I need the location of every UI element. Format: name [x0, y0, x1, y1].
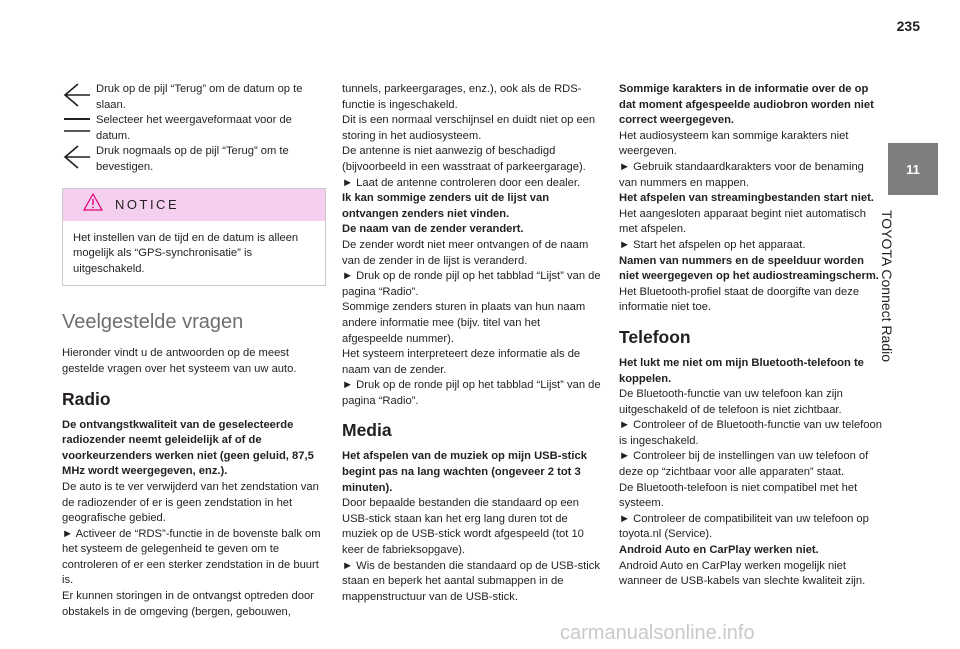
notice-header	[63, 189, 325, 221]
action: ► Activeer de “RDS”-functie in de bovenste balk om het systeem de gelegenheid te geven om te controleren of er een sterker zendstation in de buurt is.	[62, 527, 321, 587]
step-confirm	[62, 144, 326, 175]
answer: Het systeem interpreteert deze informatie als de naam van de zender.	[342, 348, 581, 376]
faq-intro: Hieronder vindt u de antwoorden op de meest gestelde vragen over het systeem van uw auto.	[62, 347, 297, 375]
faq-heading: Veelgestelde vragen	[62, 311, 244, 334]
action: ► Controleer bij de instellingen van uw telefoon of deze op “zichtbaar voor alle apparaten” staat.	[619, 450, 869, 479]
chapter-title: TOYOTA Connect Radio	[879, 210, 895, 362]
step-select-format	[62, 113, 326, 144]
back-arrow-icon	[62, 144, 96, 174]
question: Sommige karakters in de informatie over de op dat moment afgespeelde audiobron worden niet correct weergegeven.	[619, 83, 874, 127]
action: ► Druk op de ronde pijl op het tabblad “Lijst” van de pagina “Radio”.	[342, 270, 601, 298]
answer: Het Bluetooth-profiel staat de doorgifte van deze informatie niet toe.	[619, 285, 860, 314]
question: Namen van nummers en de speelduur worden niet weergegeven op het audiostreamingscherm.	[619, 254, 879, 283]
answer: Dit is een normaal verschijnsel en duidt niet op een storing in het audiosysteem.	[342, 114, 596, 142]
action: ► Gebruik standaardkarakters voor de benaming van nummers en mappen.	[619, 160, 864, 189]
question: De ontvangstkwaliteit van de geselecteerde radiozender neemt geleidelijk af of de voorkeurzenders werken niet (geen geluid, 87,5 MHz wordt weergegeven, enz.).	[62, 418, 314, 478]
answer: De Bluetooth-telefoon is niet compatibel met het systeem.	[619, 481, 858, 510]
phone-heading: Telefoon	[619, 326, 691, 347]
action: ► Controleer de compatibiliteit van uw telefoon op toyota.nl (Service).	[619, 512, 869, 541]
radio-heading: Radio	[62, 388, 111, 409]
answer: Android Auto en CarPlay werken mogelijk niet wanneer de USB-kabels van slechte kwaliteit zijn.	[619, 559, 866, 588]
answer: De auto is te ver verwijderd van het zendstation van de radiozender of er is geen zendstation in het geografische gebied.	[62, 480, 319, 525]
notice-title: NOTICE	[115, 196, 180, 212]
answer: Het audiosysteem kan sommige karakters niet weergeven.	[619, 129, 849, 158]
column-2	[342, 82, 602, 605]
action: ► Laat de antenne controleren door een dealer.	[342, 176, 581, 189]
watermark: carmanualsonline.info	[560, 622, 755, 644]
question: Ik kan sommige zenders uit de lijst van ontvangen zenders niet vinden.	[342, 192, 550, 220]
action: ► Start het afspelen op het apparaat.	[619, 238, 806, 251]
answer: De zender wordt niet meer ontvangen of de naam van de zender in de lijst is veranderd.	[342, 238, 589, 267]
step-text: Druk nogmaals op de pijl “Terug” om te bevestigen.	[96, 145, 289, 173]
action: ► Wis de bestanden die standaard op de USB-stick staan en beperk het aantal submappen in de mappenstructuur van de USB-stick.	[342, 559, 600, 603]
answer: Het aangesloten apparaat begint niet automatisch met afspelen.	[619, 207, 866, 236]
answer: tunnels, parkeergarages, enz.), ook als de RDS-functie is ingeschakeld.	[342, 83, 582, 111]
question: Het afspelen van de muziek op mijn USB-stick begint pas na lang wachten (ongeveer 2 tot 3 minuten).	[342, 450, 587, 494]
warning-triangle-icon	[83, 193, 103, 217]
answer: Sommige zenders sturen in plaats van hun naam andere informatie mee (bijv. titel van het afgespeelde nummer).	[342, 301, 586, 345]
step-text: Selecteer het weergaveformaat voor de datum.	[96, 114, 292, 142]
media-heading: Media	[342, 420, 392, 441]
page-number: 235	[896, 18, 920, 34]
column-3	[619, 82, 883, 590]
step-text: Druk op de pijl “Terug” om de datum op te slaan.	[96, 83, 303, 111]
answer: Door bepaalde bestanden die standaard op een USB-stick staan kan het erg lang duren tot de muziek op de USB-stick wordt afgespeeld (tot 10 keer de fabrieksopgave).	[342, 497, 584, 557]
question: Het lukt me niet om mijn Bluetooth-telefoon te koppelen.	[619, 356, 864, 385]
answer: De Bluetooth-functie van uw telefoon kan zijn uitgeschakeld of de telefoon is niet zichtbaar.	[619, 388, 843, 416]
question: De naam van de zender verandert.	[342, 223, 524, 236]
answer: Er kunnen storingen in de ontvangst optreden door obstakels in de omgeving (bergen, gebouwen,	[62, 590, 314, 618]
format-bar-icon	[62, 113, 96, 143]
chapter-number-tab: 11	[888, 143, 938, 195]
column-1	[62, 82, 326, 620]
step-save-date	[62, 82, 326, 113]
action: ► Controleer of de Bluetooth-functie van uw telefoon is ingeschakeld.	[619, 419, 882, 447]
action: ► Druk op de ronde pijl op het tabblad “Lijst” van de pagina “Radio”.	[342, 379, 601, 407]
back-arrow-icon	[62, 82, 96, 112]
notice-text: Het instellen van de tijd en de datum is alleen mogelijk als “GPS-synchronisatie” is uitgeschakeld.	[73, 231, 299, 275]
question: Android Auto en CarPlay werken niet.	[619, 544, 819, 557]
answer: De antenne is niet aanwezig of beschadigd (bijvoorbeeld in een wasstraat of parkeergarage).	[342, 145, 586, 173]
question: Het afspelen van streamingbestanden start niet.	[619, 192, 874, 205]
notice-box	[62, 188, 326, 287]
